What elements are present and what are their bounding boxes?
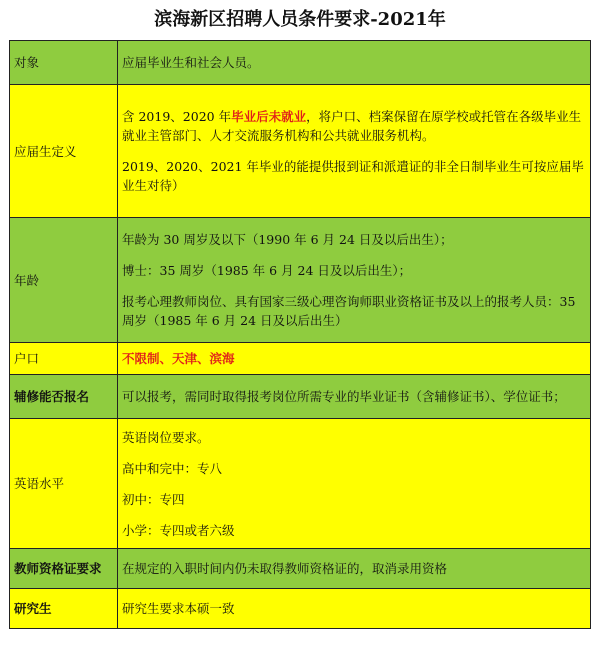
table-row-graduate-student: [10, 589, 591, 629]
row-value-teacher-certificate: 在规定的入职时间内仍未取得教师资格证的，取消录用资格: [118, 549, 591, 589]
table-row-teacher-certificate: [10, 549, 591, 589]
age-line-1: 年龄为 30 周岁及以下（1990 年 6 月 24 日及以后出生）；: [122, 232, 453, 247]
row-label-age: 年龄: [10, 218, 118, 343]
row-label-minor-degree: 辅修能否报名: [10, 375, 118, 419]
english-line-3: 初中：专四: [122, 491, 185, 507]
table-row-english-level: [10, 419, 591, 549]
table-row-graduate-definition: [10, 85, 591, 218]
definition-suffix: ，将户口、档案保留在原学校或托管在各级毕业生就业主管部门、人才交流服务机构和公共就业服务机构。: [122, 109, 582, 143]
age-line-2: 博士：35 周岁（1985 年 6 月 24 日及以后出生）；: [122, 263, 412, 278]
page-title: 滨海新区招聘人员条件要求-2021年: [154, 9, 446, 30]
row-label-hukou: 户口: [10, 343, 118, 375]
table-row-hukou: [10, 343, 591, 375]
row-value-english-level: [118, 419, 591, 549]
age-line-3: 报考心理教师岗位、具有国家三级心理咨询师职业资格证书及以上的报考人员：35 周岁（1985 年 6 月 24 日及以后出生）: [122, 294, 576, 328]
definition-paragraph-1: [122, 107, 586, 145]
definition-highlight: 毕业后未就业: [231, 109, 307, 124]
table-row-age: [10, 218, 591, 343]
english-line-2: 高中和完中：专八: [122, 460, 223, 476]
row-label-graduate-definition: 应届生定义: [10, 85, 118, 218]
row-value-target: 应届毕业生和社会人员。: [118, 41, 591, 85]
row-value-graduate-student: 研究生要求本硕一致: [118, 589, 591, 629]
table-row-minor-degree: [10, 375, 591, 419]
row-value-age: [118, 218, 591, 343]
row-label-target: 对象: [10, 41, 118, 85]
row-value-minor-degree: 可以报考，需同时取得报考岗位所需专业的毕业证书（含辅修证书）、学位证书；: [118, 375, 591, 419]
requirements-table: [9, 40, 591, 629]
row-label-graduate-student: 研究生: [10, 589, 118, 629]
english-line-4: 小学：专四或者六级: [122, 522, 235, 538]
row-label-english-level: 英语水平: [10, 419, 118, 549]
table-row-target: [10, 41, 591, 85]
row-value-graduate-definition: [118, 85, 591, 218]
row-value-hukou: 不限制、天津、滨海: [118, 343, 591, 375]
row-label-teacher-certificate: 教师资格证要求: [10, 549, 118, 589]
definition-paragraph-2: 2019、2020、2021 年毕业的能提供报到证和派遣证的非全日制毕业生可按应届毕业生对待）: [122, 159, 584, 193]
definition-prefix: 含 2019、2020 年: [122, 109, 232, 124]
english-line-1: 英语岗位要求。: [122, 429, 210, 445]
